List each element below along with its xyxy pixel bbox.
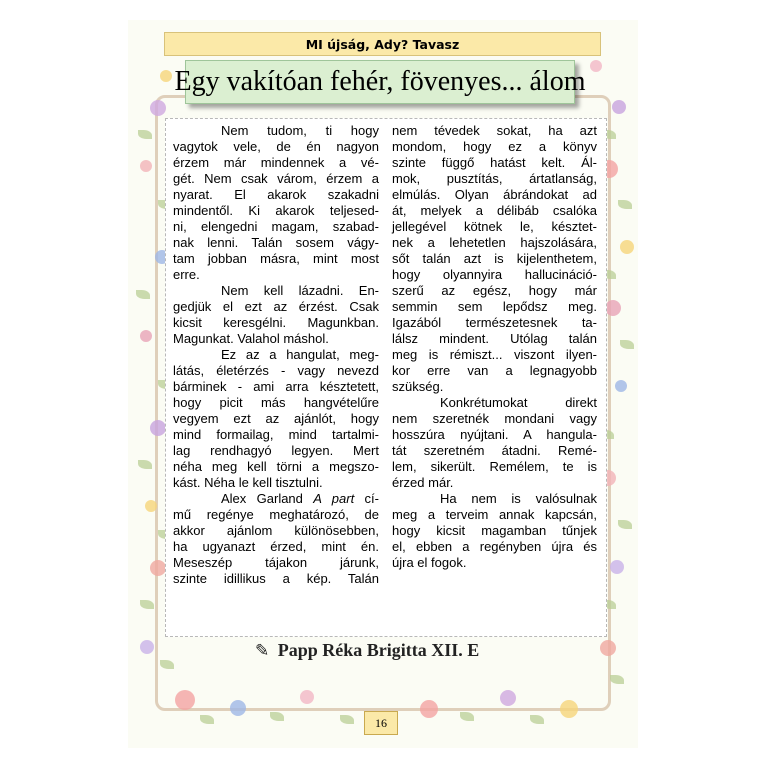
- flower-decoration: [140, 330, 152, 342]
- article-line: vegyem ezt az ajánlót, hogy: [173, 411, 379, 426]
- flower-decoration: [600, 640, 616, 656]
- flower-decoration: [160, 70, 172, 82]
- article-line: mind formailag, mind tartalmi-: [173, 427, 379, 442]
- article-line: ni, elengedni magam, szabad-: [173, 219, 379, 234]
- author-name: Papp Réka Brigitta XII. E: [277, 640, 480, 660]
- article-line: bárminek - ami arra késztetett,: [173, 379, 379, 394]
- article-line: el, ebben a regényben újra és: [392, 539, 597, 554]
- article-line: szerű az egész, hogy már: [392, 283, 597, 298]
- article-line: Ha nem is valósulnak: [440, 491, 597, 506]
- article-line: mok, pusztítás, ártatlanság,: [392, 171, 597, 186]
- article-line: Igazából természetesnek ta-: [392, 315, 597, 330]
- leaf-decoration: [610, 675, 624, 684]
- article-line: hosszúra nyújtani. A hangula-: [392, 427, 597, 442]
- flower-decoration: [605, 300, 621, 316]
- article-line: elmúlás. Olyan ábrándokat ad: [392, 187, 597, 202]
- flower-decoration: [150, 100, 166, 116]
- magazine-header-title: MI újság, Ady? Tavasz: [305, 36, 460, 52]
- article-line: gedjük el ezt az érzést. Csak: [173, 299, 379, 314]
- article-line: ha ugyanazt érzed, mint én.: [173, 539, 379, 554]
- leaf-decoration: [136, 290, 150, 299]
- article-line: akkor ajánlom különösebben,: [173, 523, 379, 538]
- article-title-box: [174, 60, 586, 104]
- article-line: meg is rémiszt... viszont ilyen-: [392, 347, 597, 362]
- flower-decoration: [612, 100, 626, 114]
- leaf-decoration: [270, 712, 284, 721]
- leaf-decoration: [200, 715, 214, 724]
- page-number: 16: [375, 715, 387, 730]
- article-line: erre.: [173, 267, 200, 282]
- article-line: érzed már.: [392, 475, 454, 490]
- leaf-decoration: [620, 340, 634, 349]
- article-line: mondom, hogy ez a könyv: [392, 139, 597, 154]
- flower-decoration: [560, 700, 578, 718]
- article-line: érzem már mindennek a vé-: [173, 155, 379, 170]
- leaf-decoration: [618, 520, 632, 529]
- flower-decoration: [620, 240, 634, 254]
- article-line: Nem kell lázadni. En-: [221, 283, 379, 298]
- author-signature: [255, 640, 479, 661]
- article-line: sőt talán azt is kijelenthetem,: [392, 251, 597, 266]
- article-line: mű regénye meghatározó, de: [173, 507, 379, 522]
- article-line: Nem tudom, ti hogy: [221, 123, 379, 138]
- flower-decoration: [615, 380, 627, 392]
- article-line: lem, sikerült. Remélem, te is: [392, 459, 597, 474]
- article-line: nem szeretnék mondani vagy: [392, 411, 597, 426]
- article-line: tam jobban másra, mint most: [173, 251, 379, 266]
- article-line: hogy olyannyira hallucináció-: [392, 267, 597, 282]
- flower-decoration: [150, 420, 166, 436]
- article-line: lag rendhagyó legyen. Mert: [173, 443, 379, 458]
- article-line: nem tévedek sokat, ha azt: [392, 123, 597, 138]
- article-body: [165, 118, 607, 637]
- article-line: mindentől. Ki akarok teljesed-: [173, 203, 379, 218]
- flower-decoration: [150, 560, 166, 576]
- page-number-box: [364, 711, 398, 735]
- article-column-right: [392, 123, 597, 571]
- article-line: lálsz mindent. Utólag talán: [392, 331, 597, 346]
- article-line: újra el fogok.: [392, 555, 467, 570]
- article-line: Ez az a hangulat, meg-: [221, 347, 379, 362]
- flower-decoration: [300, 690, 314, 704]
- leaf-decoration: [160, 660, 174, 669]
- flower-decoration: [590, 60, 602, 72]
- leaf-decoration: [138, 130, 152, 139]
- article-line: hogy kicsit magamban tűnjek: [392, 523, 597, 538]
- article-line: semmin sem lepődsz meg.: [392, 299, 597, 314]
- article-line: kást. Néha le kell tisztulni.: [173, 475, 323, 490]
- leaf-decoration: [460, 712, 474, 721]
- article-line: néha meg kell törni a megszo-: [173, 459, 379, 474]
- article-line: hogy picit más hangvételűre: [173, 395, 379, 410]
- flower-decoration: [145, 500, 157, 512]
- pencil-icon: ✎: [255, 641, 270, 661]
- article-line: szinte idillikus a kép. Talán: [173, 571, 379, 586]
- article-line: kicsit keresgélni. Magunkban.: [173, 315, 379, 330]
- leaf-decoration: [340, 715, 354, 724]
- article-column-left: [173, 123, 379, 587]
- article-line: Konkrétumokat direkt: [440, 395, 597, 410]
- article-line: vagytok vele, de én nagyon: [173, 139, 379, 154]
- flower-decoration: [610, 560, 624, 574]
- article-line: szinte függő hatást kelt. Ál-: [392, 155, 597, 170]
- flower-decoration: [140, 640, 154, 654]
- article-line: Magunkat. Valahol máshol.: [173, 331, 329, 346]
- article-line: jellegével kötnek le, késztet-: [392, 219, 597, 234]
- article-line: nak lenni. Talán sosem vágy-: [173, 235, 379, 250]
- article-line: Meseszép tájakon járunk,: [173, 555, 379, 570]
- article-line: meg a terveim annak kapcsán,: [392, 507, 597, 522]
- leaf-decoration: [618, 200, 632, 209]
- article-title: Egy vakítóan fehér, fövenyes... álom: [174, 66, 586, 97]
- leaf-decoration: [530, 715, 544, 724]
- flower-decoration: [175, 690, 195, 710]
- article-line: Alex Garland A part cí-: [221, 491, 379, 506]
- article-line: nek a lehetetlen hajszolására,: [392, 235, 597, 250]
- article-line: nyarat. El akarok szakadni: [173, 187, 379, 202]
- article-line: szükség.: [392, 379, 444, 394]
- article-line: tát szeretném átadni. Remé-: [392, 443, 597, 458]
- article-line: gét. Nem csak várom, érzem a: [173, 171, 379, 186]
- article-line: át, melyek a délibáb csalóka: [392, 203, 597, 218]
- article-line: látás, életérzés - vagy nevezd: [173, 363, 379, 378]
- flower-decoration: [140, 160, 152, 172]
- flower-decoration: [230, 700, 246, 716]
- leaf-decoration: [140, 600, 154, 609]
- flower-decoration: [420, 700, 438, 718]
- article-line: kor erre van a legnagyobb: [392, 363, 597, 378]
- flower-decoration: [500, 690, 516, 706]
- leaf-decoration: [138, 460, 152, 469]
- magazine-header: [164, 32, 601, 56]
